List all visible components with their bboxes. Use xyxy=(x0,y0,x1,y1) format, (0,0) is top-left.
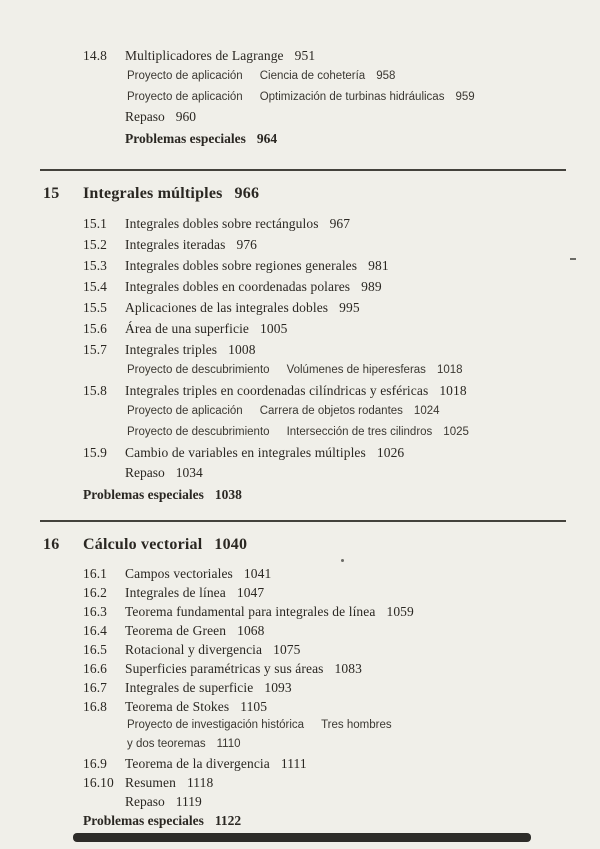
project-title-continuation: y dos teoremas xyxy=(127,737,206,750)
section-number: 16.9 xyxy=(83,755,108,771)
page-number: 1105 xyxy=(240,698,268,714)
page-number: 960 xyxy=(175,109,196,124)
toc-entry xyxy=(0,276,600,297)
section-number: 15.7 xyxy=(83,341,108,357)
page-number: 989 xyxy=(361,278,382,294)
page-number: 1024 xyxy=(413,405,440,417)
page-number: 1075 xyxy=(273,641,301,657)
toc-entry xyxy=(0,318,600,339)
toc-project-entry xyxy=(0,716,600,735)
project-title: Optimización de turbinas hidráulicas xyxy=(259,90,445,103)
section-title: Integrales dobles sobre rectángulos xyxy=(125,215,319,231)
toc-project-entry xyxy=(0,360,600,381)
problems-title: Problemas especiales xyxy=(83,486,204,502)
section-number: 16.3 xyxy=(83,603,108,619)
page-number: 976 xyxy=(236,236,258,252)
chapter-title: Integrales múltiples xyxy=(83,184,223,202)
chapter-title: Cálculo vectorial xyxy=(83,535,203,553)
section-number: 14.8 xyxy=(83,48,108,63)
page-number: 951 xyxy=(294,48,316,63)
section-title: Integrales triples xyxy=(125,341,218,357)
page-number: 981 xyxy=(368,257,389,273)
page-number: 1059 xyxy=(386,603,414,619)
page-number: 1093 xyxy=(264,679,292,695)
page-number: 966 xyxy=(234,184,260,202)
section-number: 16.4 xyxy=(83,622,108,638)
page-number: 1118 xyxy=(186,774,214,790)
page-number: 1110 xyxy=(216,737,241,750)
toc-entry xyxy=(0,339,600,360)
review-title: Repaso xyxy=(125,465,165,480)
page-number: 967 xyxy=(329,215,351,231)
project-label: Proyecto de aplicación xyxy=(127,70,243,82)
toc-entry xyxy=(0,621,600,640)
section-number: 15.5 xyxy=(83,299,108,315)
section-title: Teorema fundamental para integrales de línea xyxy=(125,603,376,619)
section-title: Teorema de Green xyxy=(125,622,227,638)
page-number: 959 xyxy=(455,90,475,103)
page-number: 1041 xyxy=(243,565,272,581)
toc-review-entry xyxy=(0,792,600,811)
project-label: Proyecto de descubrimiento xyxy=(127,425,270,438)
section-title: Multiplicadores de Lagrange xyxy=(125,48,284,63)
page-number: 1038 xyxy=(214,486,242,502)
section-title: Integrales de línea xyxy=(125,584,226,600)
toc-entry xyxy=(0,45,600,66)
section-title: Cambio de variables en integrales múltiples xyxy=(125,445,366,460)
review-title: Repaso xyxy=(125,109,165,124)
section-number: 15.9 xyxy=(83,445,108,460)
page-number: 1008 xyxy=(228,341,256,357)
section-number: 16.7 xyxy=(83,679,108,695)
page-number: 1083 xyxy=(334,660,362,676)
problems-title: Problemas especiales xyxy=(83,812,204,828)
toc-entry xyxy=(0,213,600,234)
section-title: Rotacional y divergencia xyxy=(125,641,263,657)
toc-project-entry xyxy=(0,87,600,108)
page-number: 964 xyxy=(256,130,278,146)
section-number: 16.6 xyxy=(83,660,108,676)
project-title: Intersección de tres cilindros xyxy=(286,425,433,438)
toc-entry xyxy=(0,773,600,792)
project-title: Tres hombres xyxy=(321,718,392,731)
chapter-14-tail xyxy=(0,45,600,149)
chapter-divider-rule xyxy=(40,169,566,171)
section-title: Aplicaciones de las integrales dobles xyxy=(125,299,329,315)
chapter-15-entries xyxy=(0,213,600,505)
chapter-heading xyxy=(0,534,600,556)
toc-entry xyxy=(0,754,600,773)
toc-entry xyxy=(0,255,600,276)
problems-title: Problemas especiales xyxy=(125,130,246,146)
section-number: 15.8 xyxy=(83,383,108,398)
toc-entry xyxy=(0,602,600,621)
section-number: 16.2 xyxy=(83,584,108,600)
page-number: 1018 xyxy=(436,363,463,376)
toc-entry xyxy=(0,380,600,401)
section-number: 16.8 xyxy=(83,698,108,714)
chapter-number: 15 xyxy=(43,184,60,202)
page-number: 995 xyxy=(339,299,360,315)
section-title: Campos vectoriales xyxy=(125,565,233,581)
section-title: Integrales dobles en coordenadas polares xyxy=(125,278,351,294)
page-number: 1018 xyxy=(439,383,467,398)
page-number: 1119 xyxy=(175,793,202,809)
toc-project-entry xyxy=(0,422,600,443)
section-number: 16.10 xyxy=(83,774,114,790)
section-title: Resumen xyxy=(125,774,176,790)
section-title: Superficies paramétricas y sus áreas xyxy=(125,660,324,676)
toc-entry xyxy=(0,234,600,255)
toc-entry xyxy=(0,640,600,659)
page-number: 1040 xyxy=(214,535,248,553)
scan-speck xyxy=(341,559,344,562)
page-number: 1034 xyxy=(175,465,203,480)
chapter-number: 16 xyxy=(43,535,60,553)
section-number: 16.1 xyxy=(83,565,108,581)
toc-entry xyxy=(0,297,600,318)
project-label: Proyecto de aplicación xyxy=(127,90,243,103)
chapter-divider-rule xyxy=(40,520,566,522)
toc-entry xyxy=(0,442,600,463)
section-number: 15.4 xyxy=(83,278,108,294)
toc-project-entry-continuation xyxy=(0,735,600,754)
section-title: Área de una superficie xyxy=(125,320,250,336)
project-title: Ciencia de cohetería xyxy=(259,70,366,82)
toc-problems-entry xyxy=(0,484,600,505)
toc-entry xyxy=(0,564,600,583)
toc-project-entry xyxy=(0,401,600,422)
section-title: Integrales dobles sobre regiones generales xyxy=(125,257,358,273)
page-number: 1005 xyxy=(260,320,288,336)
scan-edge-artifact xyxy=(73,833,531,842)
page-number: 1068 xyxy=(237,622,265,638)
section-title: Integrales de superficie xyxy=(125,679,254,695)
section-number: 15.3 xyxy=(83,257,108,273)
toc-problems-entry xyxy=(0,811,600,830)
section-title: Integrales iteradas xyxy=(125,236,226,252)
section-number: 15.2 xyxy=(83,236,108,252)
toc-project-entry xyxy=(0,66,600,87)
review-title: Repaso xyxy=(125,793,165,809)
section-number: 15.6 xyxy=(83,320,108,336)
scan-speck xyxy=(570,258,576,260)
section-number: 15.1 xyxy=(83,215,108,231)
section-title: Teorema de Stokes xyxy=(125,698,230,714)
toc-problems-entry xyxy=(0,128,600,149)
page-number: 1025 xyxy=(443,425,469,438)
page-number: 1026 xyxy=(376,445,405,460)
toc-entry xyxy=(0,583,600,602)
toc-review-entry xyxy=(0,107,600,128)
toc-review-entry xyxy=(0,463,600,484)
chapter-16-entries xyxy=(0,564,600,830)
page-number: 1047 xyxy=(236,584,265,600)
section-title: Teorema de la divergencia xyxy=(125,755,270,771)
project-title: Carrera de objetos rodantes xyxy=(259,405,403,417)
section-number: 16.5 xyxy=(83,641,108,657)
project-label: Proyecto de descubrimiento xyxy=(127,363,270,376)
page-number: 1122 xyxy=(214,812,242,828)
section-title: Integrales triples en coordenadas cilíndricas y esféricas xyxy=(125,383,429,398)
toc-entry xyxy=(0,678,600,697)
toc-entry xyxy=(0,697,600,716)
toc-entry xyxy=(0,659,600,678)
project-label: Proyecto de aplicación xyxy=(127,405,243,417)
chapter-heading xyxy=(0,183,600,205)
project-label: Proyecto de investigación histórica xyxy=(127,718,305,731)
project-title: Volúmenes de hiperesferas xyxy=(286,363,426,376)
page-number: 958 xyxy=(376,70,396,82)
page-number: 1111 xyxy=(280,755,307,771)
